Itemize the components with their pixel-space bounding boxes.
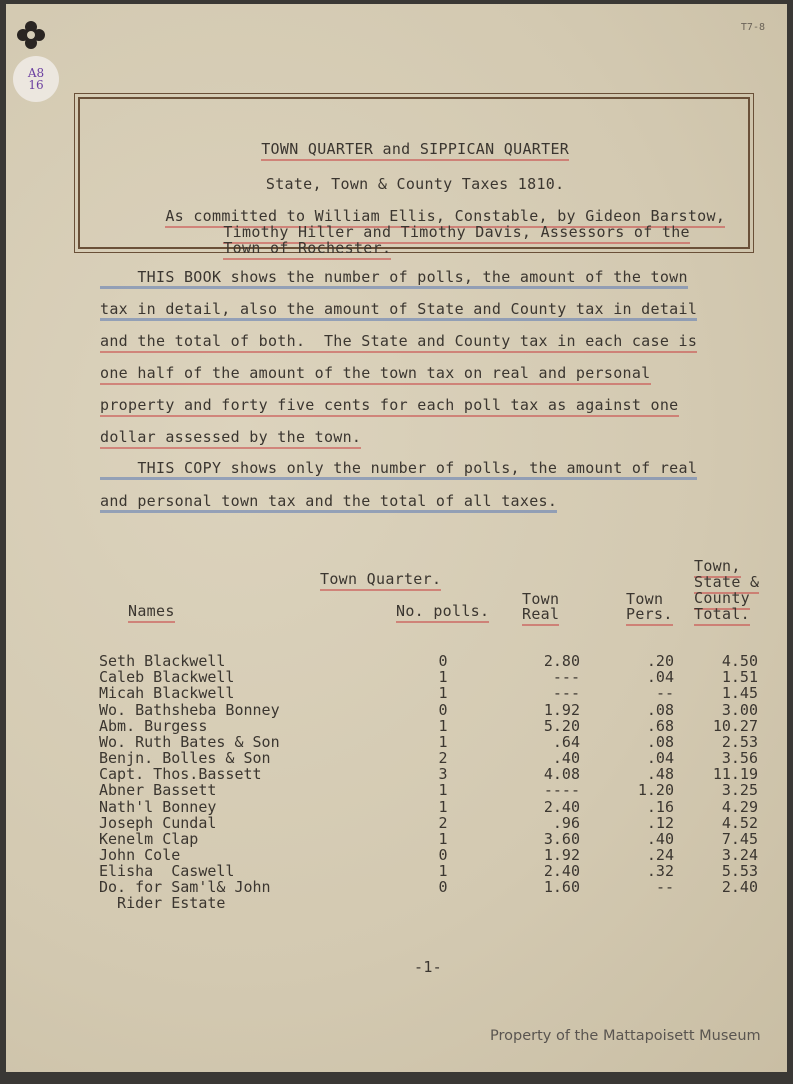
body-p1-line5: property and forty five cents for each poll tax as against one [100,396,679,417]
body-p1-line2: tax in detail, also the amount of State and County tax in detail [100,300,697,321]
table-row: Micah Blackwell 1 --- -- 1.45 [99,684,758,702]
header-total-3: County [694,589,750,610]
table-row: Caleb Blackwell 1 --- .04 1.51 [99,668,758,686]
archive-stamp-text: A8 16 [27,66,45,92]
header-real-1: Town [522,590,560,608]
table-row: Benjn. Bolles & Son 2 .40 .04 3.56 [99,749,758,767]
table-row: Kenelm Clap 1 3.60 .40 7.45 [99,830,758,848]
document-page [6,4,787,1072]
header-subtitle: State, Town & County Taxes 1810. [265,175,565,193]
table-row: Do. for Sam'l& John 0 1.60 -- 2.40 [99,878,758,896]
table-row: Nath'l Bonney 1 2.40 .16 4.29 [99,798,758,816]
table-row-continuation: Rider Estate [99,894,226,912]
table-row: Joseph Cundal 2 .96 .12 4.52 [99,814,758,832]
header-names: Names [128,602,175,623]
body-p1-line1: THIS BOOK shows the number of polls, the amount of the town [100,268,688,289]
table-row: John Cole 0 1.92 .24 3.24 [99,846,758,864]
header-total-4: Total. [694,605,750,626]
body-p2-line2: and personal town tax and the total of all taxes. [100,492,557,513]
table-row: Wo. Bathsheba Bonney 0 1.92 .08 3.00 [99,701,758,719]
header-pers-1: Town [626,590,664,608]
header-title: TOWN QUARTER and SIPPICAN QUARTER [261,140,569,161]
table-row: Seth Blackwell 0 2.80 .20 4.50 [99,652,758,670]
table-row: Abm. Burgess 1 5.20 .68 10.27 [99,717,758,735]
header-line3: As committed to William Ellis, Constable, by Gideon Barstow, [165,207,725,228]
corner-tag: T7-8 [740,22,765,33]
museum-watermark: Property of the Mattapoisett Museum [490,1028,761,1044]
header-total-2: State & [694,573,759,594]
header-real-2: Real [522,605,559,626]
page-number: -1- [414,958,442,976]
header-polls: No. polls. [396,602,489,623]
body-p1-line6: dollar assessed by the town. [100,428,361,449]
table-row: Elisha Caswell 1 2.40 .32 5.53 [99,862,758,880]
table-row: Abner Bassett 1 ---- 1.20 3.25 [99,781,758,799]
flower-stamp-icon [16,20,46,50]
table-row: Capt. Thos.Bassett 3 4.08 .48 11.19 [99,765,758,783]
header-line4: Timothy Hiller and Timothy Davis, Assessors of the [223,223,690,244]
body-p2-line1: THIS COPY shows only the number of polls, the amount of real [100,459,697,480]
body-p1-line3: and the total of both. The State and County tax in each case is [100,332,697,353]
header-pers-2: Pers. [626,605,673,626]
header-line5: Town of Rochester. [223,239,391,260]
header-total-1: Town, [694,557,741,578]
table-group-label: Town Quarter. [320,570,441,591]
archive-stamp [13,56,59,102]
table-row: Wo. Ruth Bates & Son 1 .64 .08 2.53 [99,733,758,751]
body-p1-line4: one half of the amount of the town tax on real and personal [100,364,651,385]
